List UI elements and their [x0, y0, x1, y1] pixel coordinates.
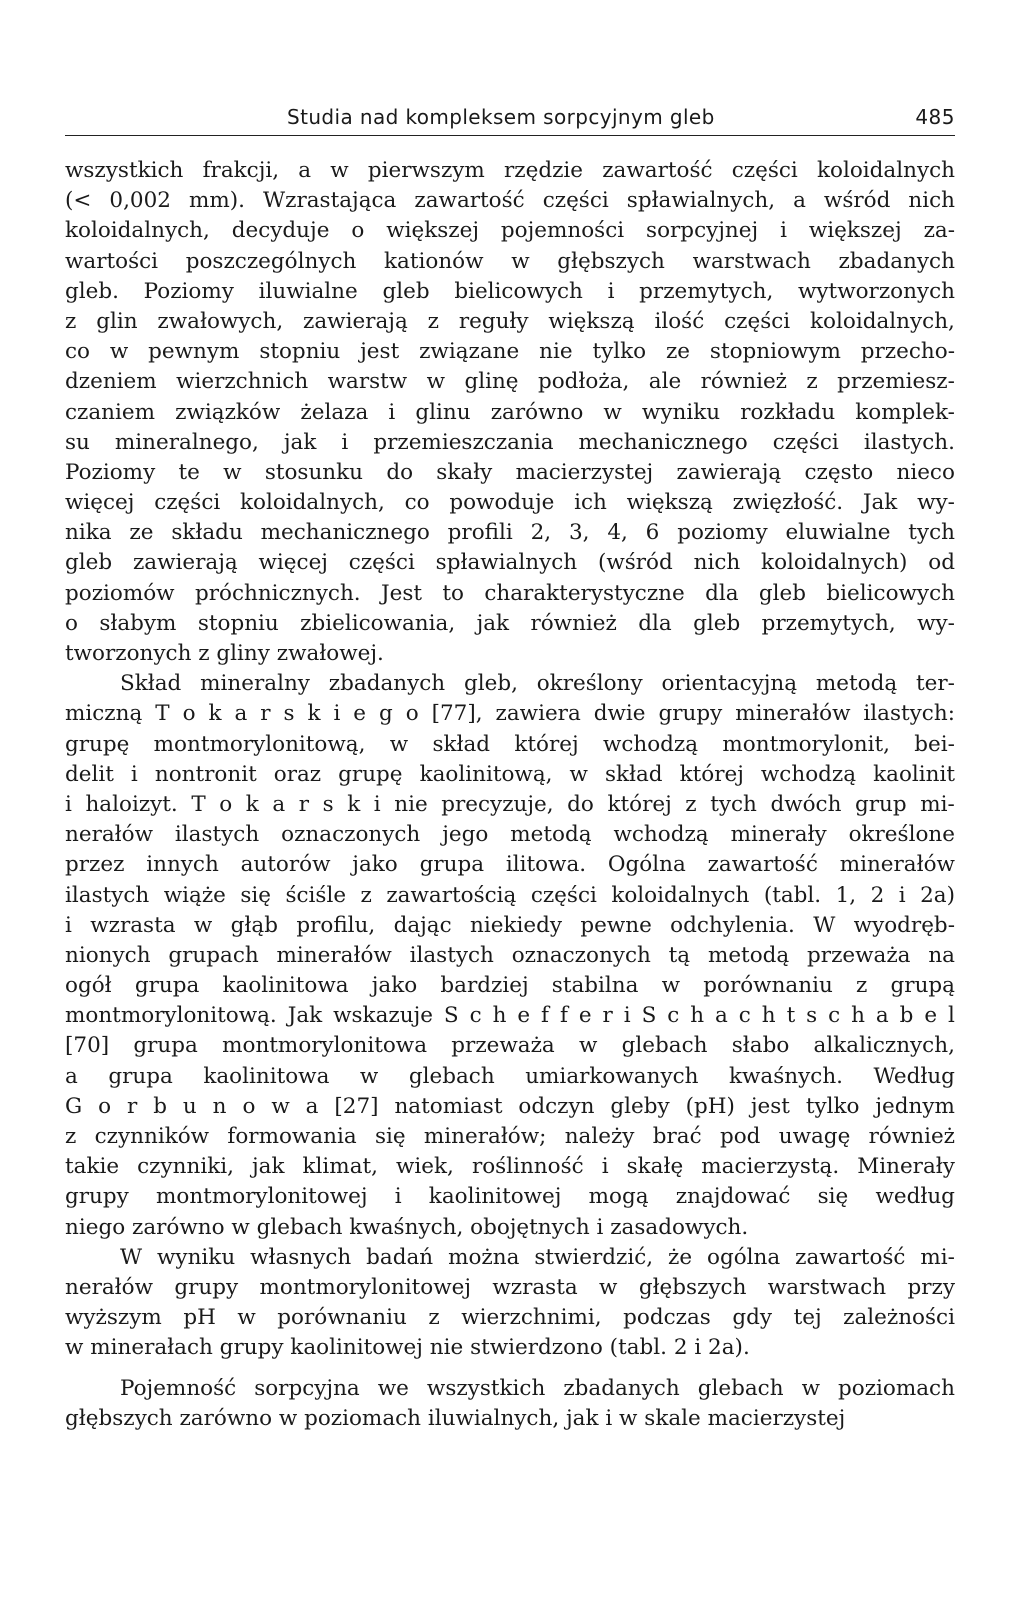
text-line: w minerałach grupy kaolinitowej nie stwierdzono (tabl. 2 i 2a).	[65, 1335, 750, 1361]
text-line: niego zarówno w glebach kwaśnych, obojętnych i zasadowych.	[65, 1214, 749, 1240]
text-line: takie czynniki, jak klimat, wiek, roślinność i skałę macierzystą. Minerały	[65, 1154, 955, 1180]
text-line: Skład mineralny zbadanych gleb, określony orientacyjną metodą ter-	[120, 671, 955, 697]
text-line: koloidalnych, decyduje o większej pojemności sorpcyjnej i większej za-	[65, 218, 955, 244]
text-line: a grupa kaolinitowa w glebach umiarkowanych kwaśnych. Według	[65, 1063, 955, 1089]
text-line: poziomów próchnicznych. Jest to charakterystyczne dla gleb bielicowych	[65, 580, 955, 606]
text-line: dzeniem wierzchnich warstw w glinę podłoża, ale również z przemiesz-	[65, 369, 955, 395]
text-line: grupy montmorylonitowej i kaolinitowej mogą znajdować się według	[65, 1184, 955, 1210]
text-line: ilastych wiąże się ściśle z zawartością części koloidalnych (tabl. 1, 2 i 2a)	[65, 882, 955, 908]
text-line: grupę montmorylonitową, w skład której wchodzą montmorylonit, bei-	[65, 731, 955, 757]
text-line: i haloizyt. T o k a r s k i nie precyzuje, do której z tych dwóch grup mi-	[65, 791, 955, 817]
text-line: gleb. Poziomy iluwialne gleb bielicowych i przemytych, wytworzonych	[65, 278, 955, 304]
text-line: z glin zwałowych, zawierają z reguły większą ilość części koloidalnych,	[65, 308, 955, 334]
paragraph-gap	[65, 1364, 955, 1374]
text-line: z czynników formowania się minerałów; należy brać pod uwagę również	[65, 1124, 955, 1149]
text-line: miczną T o k a r s k i e g o [77], zawiera dwie grupy minerałów ilastych:	[65, 701, 955, 727]
text-line: nerałów grupy montmorylonitowej wzrasta w głębszych warstwach przy	[65, 1274, 955, 1300]
text-line: (< 0,002 mm). Wzrastająca zawartość części spławialnych, a wśród nich	[65, 188, 955, 214]
text-line: montmorylonitową. Jak wskazuje S c h e f f e r i S c h a c h t s c h a b e l	[65, 1003, 955, 1029]
text-line: przez innych autorów jako grupa ilitowa. Ogólna zawartość minerałów	[65, 852, 955, 878]
text-line: delit i nontronit oraz grupę kaolinitową, w skład której wchodzą kaolinit	[65, 761, 955, 787]
text-line: W wyniku własnych badań można stwierdzić, że ogólna zawartość mi-	[120, 1244, 955, 1270]
text-line: [70] grupa montmorylonitowa przeważa w glebach słabo alkalicznych,	[65, 1033, 955, 1059]
text-line: czaniem związków żelaza i glinu zarówno w wyniku rozkładu komplek-	[65, 399, 955, 425]
paragraph	[65, 1374, 955, 1434]
text-line: ogół grupa kaolinitowa jako bardziej stabilna w porównaniu z grupą	[65, 973, 955, 999]
text-line: głębszych zarówno w poziomach iluwialnych, jak i w skale macierzystej	[65, 1405, 846, 1431]
text-line: i wzrasta w głąb profilu, dając niekiedy pewne odchylenia. W wyodręb-	[65, 912, 955, 938]
paragraph	[65, 669, 955, 1243]
text-line: G o r b u n o w a [27] natomiast odczyn gleby (pH) jest tylko jednym	[65, 1093, 955, 1119]
text-line: Pojemność sorpcyjna we wszystkich zbadanych glebach w poziomach	[120, 1375, 955, 1401]
text-line: wyższym pH w porównaniu z wierzchnimi, podczas gdy tej zależności	[65, 1305, 955, 1331]
text-line: Poziomy te w stosunku do skały macierzystej zawierają często nieco	[65, 459, 955, 485]
page	[65, 95, 955, 1434]
text-line: gleb zawierają więcej części spławialnych (wśród nich koloidalnych) od	[65, 550, 955, 576]
running-title: Studia nad kompleksem sorpcyjnym gleb	[287, 105, 715, 129]
text-line: wartości poszczególnych kationów w głębszych warstwach zbadanych	[65, 248, 955, 274]
paragraph	[65, 1243, 955, 1364]
text-line: co w pewnym stopniu jest związane nie tylko ze stopniowym przecho-	[65, 339, 955, 365]
text-line: o słabym stopniu zbielicowania, jak również dla gleb przemytych, wy-	[65, 610, 955, 636]
text-line: nionych grupach minerałów ilastych oznaczonych tą metodą przeważa na	[65, 942, 955, 968]
running-header	[65, 95, 955, 136]
body-text	[65, 156, 955, 1434]
text-line: tworzonych z gliny zwałowej.	[65, 641, 384, 666]
text-line: su mineralnego, jak i przemieszczania mechanicznego części ilastych.	[65, 429, 955, 455]
page-number: 485	[915, 105, 955, 129]
text-line: wszystkich frakcji, a w pierwszym rzędzie zawartość części koloidalnych	[65, 158, 955, 183]
paragraph	[65, 156, 955, 669]
text-line: nerałów ilastych oznaczonych jego metodą wchodzą minerały określone	[65, 822, 955, 848]
text-line: nika ze składu mechanicznego profili 2, 3, 4, 6 poziomy eluwialne tych	[65, 520, 955, 546]
text-line: więcej części koloidalnych, co powoduje ich większą zwięzłość. Jak wy-	[65, 490, 955, 516]
